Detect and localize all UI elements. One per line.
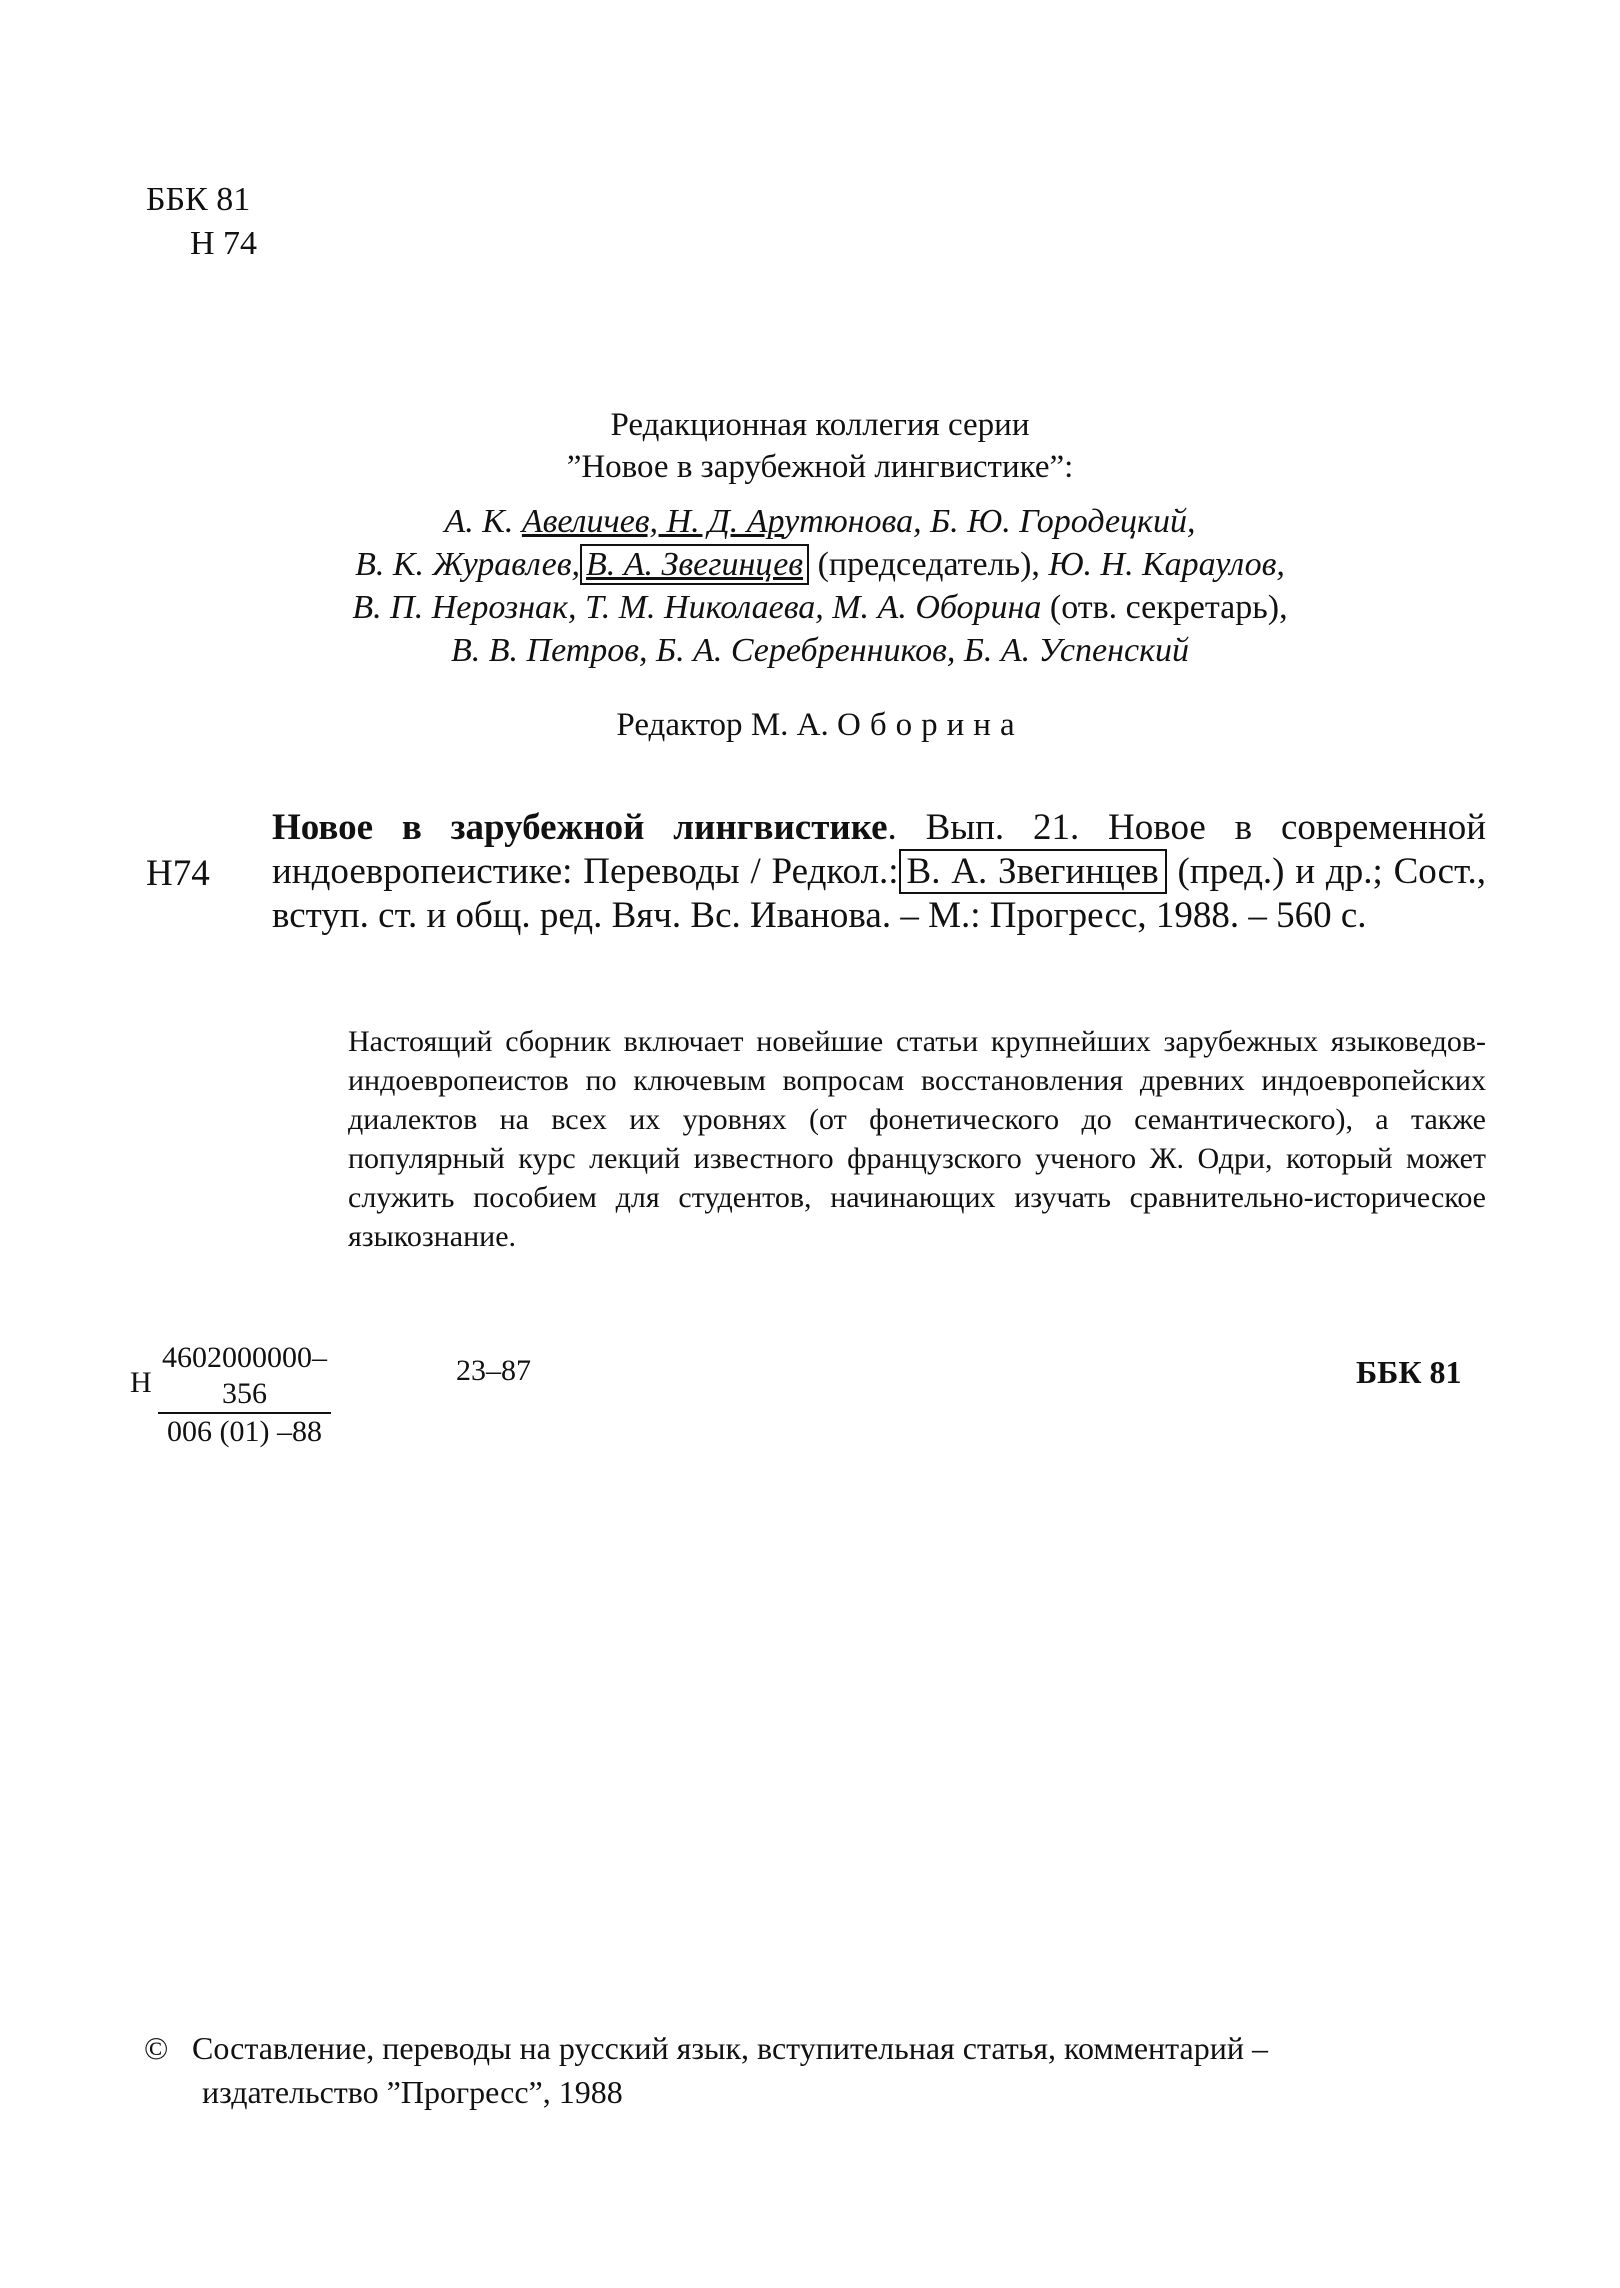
bbk-code-right: ББК 81: [1356, 1354, 1462, 1390]
board-text: утюнова, Б. Ю. Городецкий,: [784, 503, 1196, 540]
board-members-row: [200, 543, 1440, 586]
copyright-notice: [144, 2026, 1492, 2114]
citation-code: Н74: [146, 853, 210, 894]
board-text-underlined: Авеличев, Н. Д. Ар: [521, 503, 785, 540]
chairman-name-boxed: В. А. Звегинцев: [899, 849, 1167, 894]
catalog-suffix: 23–87: [456, 1354, 531, 1387]
catalog-numerator: 4602000000–356: [158, 1340, 331, 1414]
copyright-line2: издательство ”Прогресс”, 1988: [202, 2074, 623, 2110]
editor-surname: Оборина: [837, 707, 1024, 743]
board-heading-line1: Редакционная коллегия серии: [610, 407, 1030, 443]
board-role-note: (отв. секретарь),: [1041, 589, 1288, 626]
citation-text: . Вып. 21. Новое в современной индоевропеистике: Переводы / Редкол.:: [272, 807, 1486, 892]
board-role-note: (председатель),: [809, 546, 1049, 583]
editor-label: Редактор: [616, 707, 751, 743]
annotation-paragraph: Настоящий сборник включает новейшие статьи крупнейших зарубежных языковедов-индоевропеистов по ключевым вопросам восстановления древних индоевропейских диалектов на всех их уровнях (от фонетического до семантического), а также популярный курс лекций известного французского ученого Ж. Одри, который может служить пособием для студентов, начинающих изучать сравнительно-историческое языкознание.: [348, 1025, 1486, 1253]
board-members-row: [200, 500, 1440, 543]
board-text: В. В. Петров, Б. А. Серебренников, Б. А. Успенский: [451, 632, 1189, 669]
author-mark: Н 74: [190, 225, 258, 262]
board-text: В. К. Журавлев,: [355, 546, 580, 583]
book-title: Новое в зарубежной лингвистике: [272, 807, 888, 848]
board-heading-line2: ”Новое в зарубежной лингвистике”:: [566, 449, 1074, 485]
catalog-fraction: [158, 1340, 331, 1450]
chairman-name-boxed: В. А. Звегинцев: [580, 544, 809, 585]
editor-line: [200, 704, 1440, 746]
copyright-icon: ©: [144, 2030, 169, 2066]
bibliographic-citation: [272, 806, 1486, 938]
board-text: В. П. Нерознак, Т. М. Николаева, М. А. Оборина: [352, 589, 1042, 626]
bbk-index-top: [146, 178, 257, 266]
editorial-board: [200, 404, 1440, 672]
catalog-denominator: 006 (01) –88: [167, 1415, 322, 1448]
board-text: Ю. Н. Караулов,: [1048, 546, 1285, 583]
catalog-letter: Н: [130, 1366, 152, 1399]
board-members-row: [200, 629, 1440, 672]
board-members: [200, 500, 1440, 672]
citation-text: (пред.) и др.; Сост., вступ. ст. и общ. ред. Вяч. Вс. Иванова. – М.: Прогресс, 1988. – 560 с.: [272, 851, 1486, 936]
editor-initials: М. А.: [750, 707, 837, 743]
copyright-line1: [144, 2026, 1492, 2070]
copyright-text: Составление, переводы на русский язык, вступительная статья, комментарий –: [192, 2030, 1268, 2066]
bbk-code: ББК 81: [146, 181, 251, 218]
board-members-row: [200, 586, 1440, 629]
board-text: А. К.: [444, 503, 522, 540]
